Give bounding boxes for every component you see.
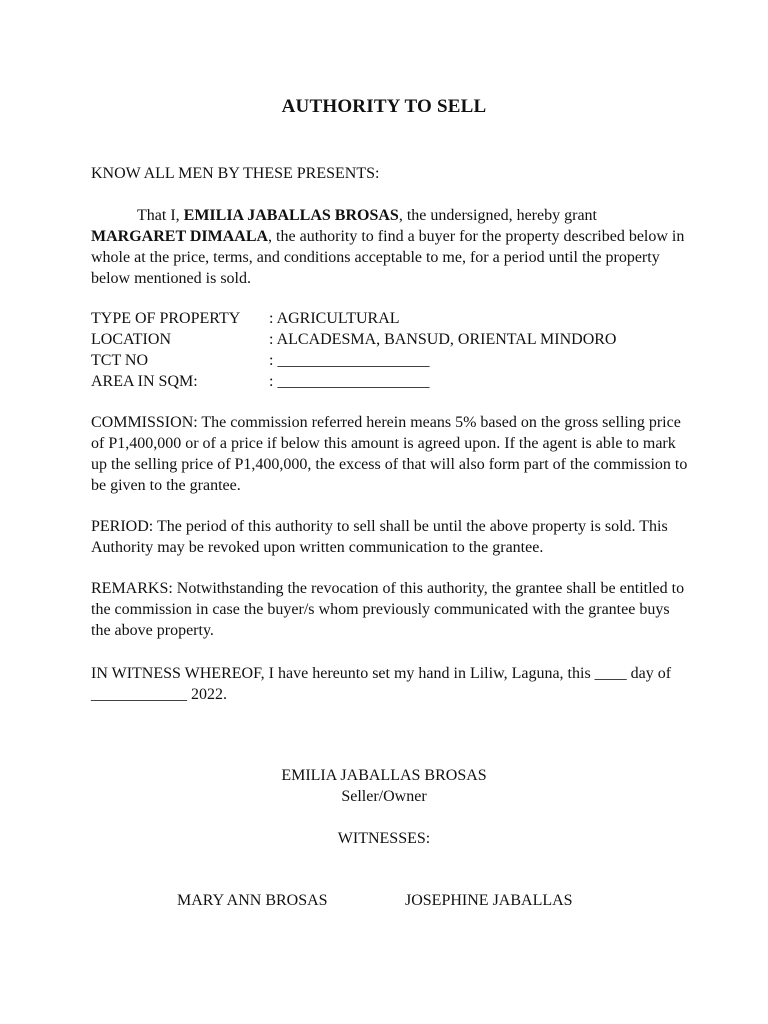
document-title: AUTHORITY TO SELL bbox=[281, 96, 487, 117]
commission-paragraph: COMMISSION: The commission referred herein means 5% based on the gross selling price of P1,400,000 or of a price if below this amount is agreed upon. If the agent is able to mark up the selling price of P1,400,000, the excess of that will also form part of the commission to be given to the grantee. bbox=[91, 414, 688, 494]
intro-paragraph bbox=[91, 205, 691, 289]
witnesses-label: WITNESSES: bbox=[337, 830, 431, 847]
remarks-paragraph: REMARKS: Notwithstanding the revocation of this authority, the grantee shall be entitled to the commission in case the buyer/s whom previously communicated with the grantee buys the above property. bbox=[91, 580, 685, 639]
signatory-role: Seller/Owner bbox=[341, 788, 427, 805]
intro-text-3: , the authority to find a buyer for the property described below in whole at the price, terms, and conditions acceptable to me, for a period until the property below mentioned is sold. bbox=[91, 228, 685, 287]
property-label: AREA IN SQM: bbox=[91, 373, 198, 390]
witness-clause: IN WITNESS WHEREOF, I have hereunto set my hand in Liliw, Laguna, this ____ day of ____________ 2022. bbox=[91, 665, 672, 703]
intro-text-1: That I, bbox=[137, 207, 184, 224]
property-value: : ___________________ bbox=[269, 373, 430, 390]
property-label: TCT NO bbox=[91, 352, 149, 369]
signatory-name: EMILIA JABALLAS BROSAS bbox=[281, 767, 487, 784]
property-label: LOCATION bbox=[91, 331, 171, 348]
grantor-name: EMILIA JABALLAS BROSAS bbox=[183, 207, 399, 224]
property-value: : AGRICULTURAL bbox=[269, 310, 400, 327]
witness-name-2: JOSEPHINE JABALLAS bbox=[405, 892, 573, 909]
grantee-name: MARGARET DIMAALA bbox=[91, 228, 269, 245]
property-label: TYPE OF PROPERTY bbox=[91, 310, 241, 327]
period-paragraph: PERIOD: The period of this authority to sell shall be until the above property is sold. This Authority may be revoked upon written communication to the grantee. bbox=[91, 518, 668, 556]
intro-text-2: , the undersigned, hereby grant bbox=[398, 207, 597, 224]
witness-name-1: MARY ANN BROSAS bbox=[177, 892, 328, 909]
preamble: KNOW ALL MEN BY THESE PRESENTS: bbox=[91, 165, 380, 182]
property-value: : ALCADESMA, BANSUD, ORIENTAL MINDORO bbox=[269, 331, 617, 348]
property-value: : ___________________ bbox=[269, 352, 430, 369]
